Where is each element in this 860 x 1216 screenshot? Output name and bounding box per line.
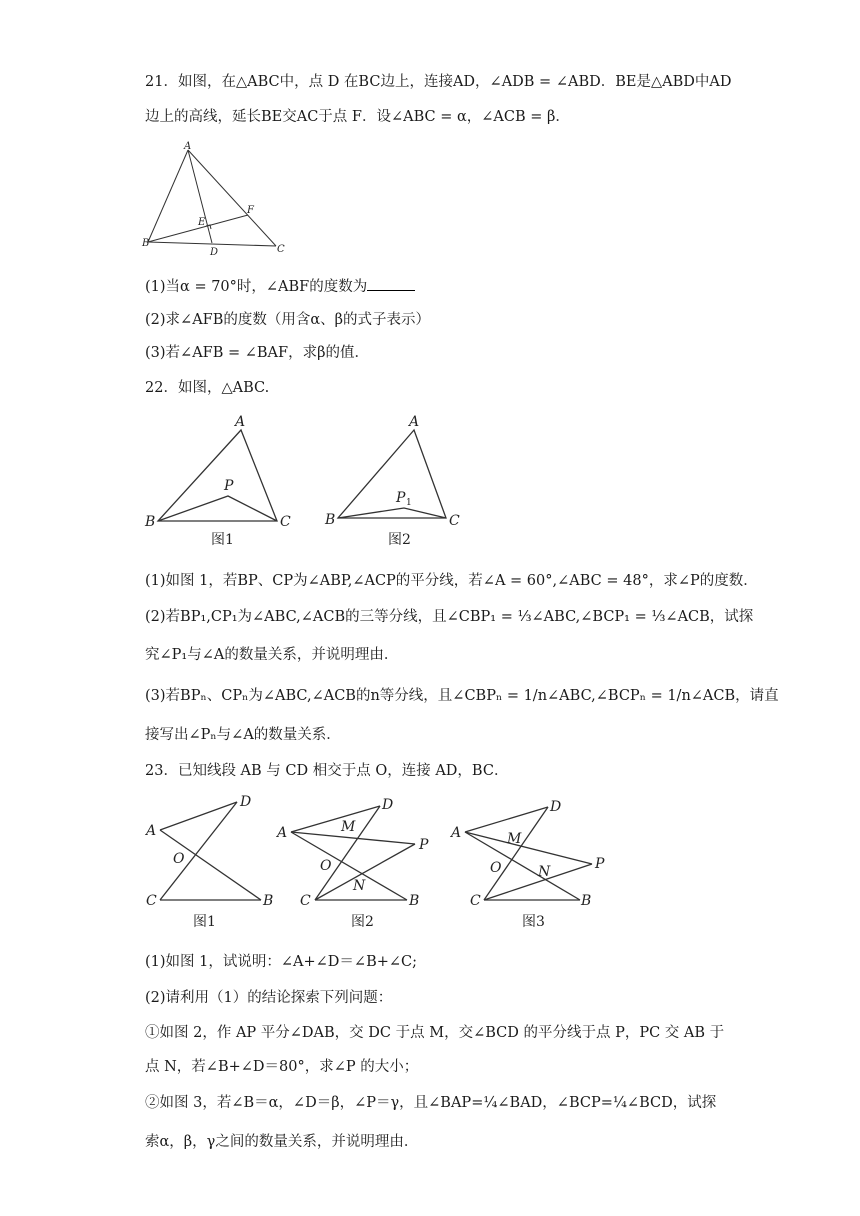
q23-fig2-label-P: P	[419, 837, 429, 853]
q22-fig1-label-P: P	[224, 478, 234, 494]
q22-part1: (1)如图 1，若BP、CP为∠ABP,∠ACP的平分线，若∠A = 60°,∠ABC = 48°，求∠P的度数．	[145, 573, 758, 589]
q23-sub2-line2: 索α，β，γ之间的数量关系，并说明理由．	[145, 1134, 419, 1150]
q21-label-C: C	[277, 244, 285, 255]
q22-fig2-caption: 图2	[388, 532, 411, 548]
q22-fig1-triangle	[158, 430, 277, 521]
q23-fig1-label-D: D	[240, 794, 252, 810]
q23-fig3-label-M: M	[507, 831, 522, 847]
q22-fig1-label-A: A	[235, 414, 246, 430]
q21-seg-AD	[188, 150, 212, 243]
q23-fig2-label-M: M	[341, 819, 356, 835]
q22-part2-line1: (2)若BP₁,CP₁为∠ABC,∠ACB的三等分线，且∠CBP₁ = ⅓∠ABC,∠BCP₁ = ⅓∠ACB，试探	[145, 609, 754, 625]
q22-fig1-label-B: B	[145, 514, 156, 530]
q23-fig1-label-A: A	[146, 823, 157, 839]
answer-blank	[367, 276, 415, 291]
q21-stem-line1: 21．如图，在△ABC中，点 D 在BC边上，连接AD，∠ADB = ∠ABD．BE是△ABD中AD	[145, 74, 732, 90]
q23-fig3-label-D: D	[550, 799, 562, 815]
q22-fig1-label-C: C	[280, 514, 291, 530]
q22-figures	[140, 408, 480, 553]
q22-fig2-path-BP1C	[338, 508, 446, 518]
q23-fig1-label-B: B	[263, 893, 274, 909]
q21-part1: (1)当α = 70°时，∠ABF的度数为	[145, 276, 415, 297]
q21-seg-AC	[188, 150, 276, 246]
q23-fig3-AB	[465, 832, 580, 900]
q23-fig3-label-O: O	[490, 860, 502, 876]
q23-fig2-caption: 图2	[351, 914, 374, 930]
q23-fig1-label-C: C	[146, 893, 157, 909]
q22-title: 22．如图，△ABC.	[145, 380, 270, 396]
q23-fig3-caption: 图3	[522, 914, 545, 930]
q22-fig2-label-B: B	[325, 512, 336, 528]
q22-part2-line2: 究∠P₁与∠A的数量关系，并说明理由．	[145, 647, 399, 663]
q23-fig2-label-B: B	[409, 893, 420, 909]
q21-part2: (2)求∠AFB的度数（用含α、β的式子表示）	[145, 312, 431, 328]
q23-fig3-label-A: A	[451, 825, 462, 841]
q22-fig2-label-A: A	[409, 414, 420, 430]
q22-fig2-triangle	[338, 430, 446, 518]
q23-fig1-CD	[160, 802, 237, 900]
q23-fig3-AP	[465, 832, 592, 864]
q23-fig2-label-D: D	[382, 797, 394, 813]
q21-part3: (3)若∠AFB = ∠BAF，求β的值．	[145, 345, 369, 361]
q23-fig1-caption: 图1	[193, 914, 216, 930]
q21-seg-AB	[148, 150, 188, 242]
q23-fig3-CD	[484, 807, 548, 900]
q21-label-F: F	[247, 205, 254, 216]
q23-sub1-line1: ①如图 2，作 AP 平分∠DAB，交 DC 于点 M，交∠BCD 的平分线于点 P，PC 交 AB 于	[145, 1025, 725, 1041]
q22-fig1-path-BPC	[158, 496, 277, 521]
q22-fig2-label-C: C	[449, 513, 460, 529]
q23-sub1-line2: 点 N，若∠B+∠D＝80°，求∠P 的大小；	[145, 1059, 419, 1075]
q23-title: 23．已知线段 AB 与 CD 相交于点 O，连接 AD，BC．	[145, 763, 509, 779]
q23-fig2-label-O: O	[320, 858, 332, 874]
q21-figure	[140, 140, 290, 260]
q22-part3-line1: (3)若BPₙ、CPₙ为∠ABC,∠ACB的n等分线，且∠CBPₙ = 1/n∠ABC,∠BCPₙ = 1/n∠ACB，请直	[145, 688, 779, 704]
q23-fig2-AD	[291, 806, 380, 832]
q21-label-B: B	[142, 238, 150, 249]
q23-fig2-label-N: N	[353, 878, 366, 894]
q22-fig2-label-P-sub: 1	[406, 498, 412, 508]
q21-label-D: D	[210, 247, 219, 258]
q23-fig3-label-B: B	[581, 893, 592, 909]
q23-fig3-label-N: N	[538, 864, 551, 880]
q23-fig3-label-C: C	[470, 893, 481, 909]
q21-label-E: E	[198, 217, 206, 228]
q22-part3-line2: 接写出∠Pₙ与∠A的数量关系．	[145, 727, 341, 743]
q22-fig1-caption: 图1	[211, 532, 234, 548]
q23-sub2-line1: ②如图 3，若∠B＝α，∠D＝β，∠P＝γ，且∠BAP=¼∠BAD，∠BCP=¼∠BCD，试探	[145, 1095, 717, 1111]
q21-label-A: A	[184, 141, 192, 152]
q22-fig2-label-P: P	[396, 490, 406, 506]
q23-fig1-label-O: O	[173, 851, 185, 867]
q23-fig2-AB	[291, 832, 407, 900]
q23-fig3-AD	[465, 807, 548, 832]
q23-fig2-label-C: C	[300, 893, 311, 909]
q23-part2: (2)请利用（1）的结论探索下列问题：	[145, 990, 393, 1006]
q23-figures	[140, 792, 610, 937]
q23-part1: (1)如图 1，试说明：∠A+∠D＝∠B+∠C;	[145, 954, 418, 970]
q21-stem-line2: 边上的高线，延长BE交AC于点 F．设∠ABC = α，∠ACB = β．	[145, 109, 570, 125]
q23-fig3-label-P: P	[595, 856, 605, 872]
q23-fig2-label-A: A	[277, 825, 288, 841]
